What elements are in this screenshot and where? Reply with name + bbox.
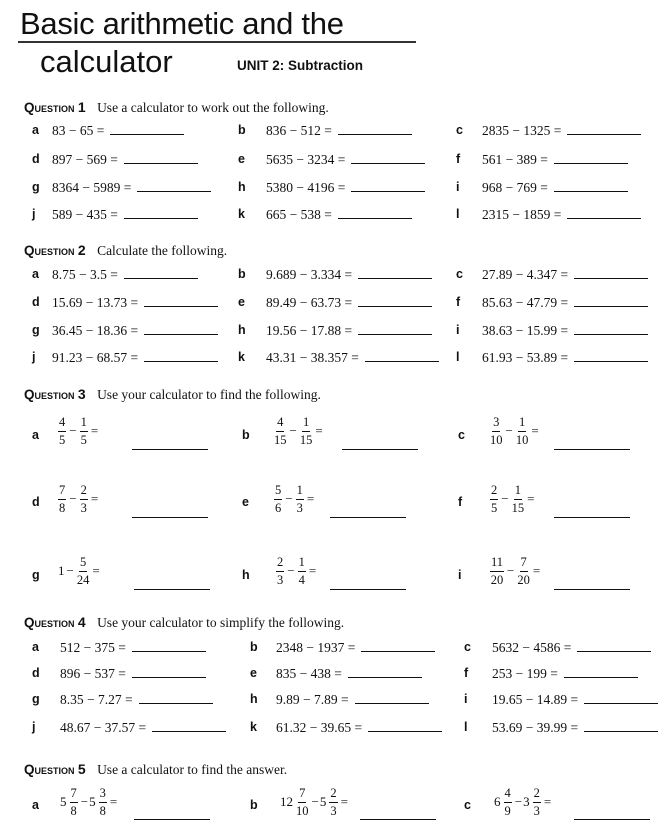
question-instruction: Use your calculator to find the following. <box>97 387 321 402</box>
item-letter: i <box>464 692 468 706</box>
fraction: $\frac{2}{3}$ <box>80 483 87 515</box>
problem-expression: 9.89 − 7.89 = <box>276 691 429 708</box>
answer-blank[interactable] <box>574 818 650 820</box>
item-letter: d <box>32 152 40 166</box>
answer-blank[interactable] <box>124 266 198 279</box>
fraction: $\frac{4}{5}$ <box>59 415 66 447</box>
item-letter: h <box>250 692 258 706</box>
item-letter: i <box>456 180 460 194</box>
answer-blank[interactable] <box>348 665 422 678</box>
item-letter: c <box>464 798 471 812</box>
answer-blank[interactable] <box>144 349 218 362</box>
item-letter: k <box>250 720 257 734</box>
answer-blank[interactable] <box>368 719 442 732</box>
answer-blank[interactable] <box>355 691 429 704</box>
title-underline <box>18 41 416 43</box>
question-word: Question <box>24 387 75 402</box>
question-5-heading <box>24 761 287 778</box>
item-letter: b <box>242 428 250 442</box>
item-letter: g <box>32 180 40 194</box>
mixed-number-expression: 12 $\frac{7}{10}$ − 5 $\frac{2}{3}$ = <box>280 786 348 818</box>
item-letter: j <box>32 350 36 364</box>
fraction-expression: $\frac{11}{20}$ − $\frac{7}{20}$ = <box>490 555 541 587</box>
fraction-expression: $\frac{5}{6}$ − $\frac{1}{3}$ = <box>275 483 315 515</box>
problem-expression: 8.75 − 3.5 = <box>52 266 198 283</box>
problem-expression: 561 − 389 = <box>482 151 628 168</box>
unit-label: UNIT 2: Subtraction <box>237 58 364 73</box>
item-letter: g <box>32 323 40 337</box>
question-word: Question <box>24 100 75 115</box>
fraction-expression: $\frac{4}{15}$ − $\frac{1}{15}$ = <box>274 415 323 447</box>
fraction: $\frac{2}{3}$ <box>277 555 284 587</box>
item-letter: f <box>456 152 461 166</box>
answer-blank[interactable] <box>584 719 658 732</box>
item-letter: d <box>32 666 40 680</box>
item-letter: l <box>456 207 460 221</box>
item-letter: b <box>238 267 246 281</box>
item-letter: g <box>32 568 40 582</box>
problem-expression: 61.32 − 39.65 = <box>276 719 442 736</box>
item-letter: i <box>458 568 462 582</box>
answer-blank[interactable] <box>365 349 439 362</box>
problem-expression: 253 − 199 = <box>492 665 638 682</box>
fraction: $\frac{4}{15}$ <box>274 415 287 447</box>
mixed-number-expression: 6 $\frac{4}{9}$ − 3 $\frac{2}{3}$ = <box>494 786 552 818</box>
answer-blank[interactable] <box>574 266 648 279</box>
problem-expression: 91.23 − 68.57 = <box>52 349 218 366</box>
problem-expression: 43.31 − 38.357 = <box>266 349 439 366</box>
problem-expression: 8.35 − 7.27 = <box>60 691 213 708</box>
answer-blank[interactable] <box>554 151 628 164</box>
worksheet-title-line2: calculator <box>40 44 173 79</box>
answer-blank[interactable] <box>137 179 211 192</box>
fraction: $\frac{4}{9}$ <box>504 786 511 818</box>
answer-blank[interactable] <box>554 516 630 518</box>
problem-expression: 85.63 − 47.79 = <box>482 294 648 311</box>
question-word: Question <box>24 762 75 777</box>
answer-blank[interactable] <box>124 151 198 164</box>
item-letter: a <box>32 123 39 137</box>
fraction: $\frac{7}{10}$ <box>296 786 309 818</box>
question-number: 4 <box>77 614 86 630</box>
problem-expression: 36.45 − 18.36 = <box>52 322 218 339</box>
item-letter: e <box>238 152 245 166</box>
item-letter: g <box>32 692 40 706</box>
fraction: $\frac{2}{3}$ <box>330 786 337 818</box>
answer-blank[interactable] <box>567 122 641 135</box>
fraction: $\frac{1}{10}$ <box>515 415 529 447</box>
answer-blank[interactable] <box>351 179 425 192</box>
fraction: $\frac{1}{15}$ <box>511 483 525 515</box>
question-4-heading <box>24 614 344 631</box>
fraction-expression: $\frac{4}{5}$ − $\frac{1}{5}$ = <box>59 415 99 447</box>
question-word: Question <box>24 615 75 630</box>
problem-expression: 19.56 − 17.88 = <box>266 322 432 339</box>
item-letter: d <box>32 495 40 509</box>
fraction: $\frac{2}{3}$ <box>533 786 540 818</box>
fraction-expression: 1 − $\frac{5}{24}$ = <box>58 555 100 587</box>
fraction: $\frac{7}{20}$ <box>517 555 530 587</box>
item-letter: a <box>32 640 39 654</box>
answer-blank[interactable] <box>361 639 435 652</box>
item-letter: a <box>32 267 39 281</box>
question-number: 1 <box>77 99 86 115</box>
question-instruction: Use a calculator to find the answer. <box>97 762 288 777</box>
item-letter: f <box>456 295 461 309</box>
item-letter: b <box>250 798 258 812</box>
answer-blank[interactable] <box>144 322 218 335</box>
fraction: $\frac{1}{5}$ <box>80 415 87 447</box>
item-letter: f <box>458 495 463 509</box>
item-letter: e <box>250 666 257 680</box>
problem-expression: 61.93 − 53.89 = <box>482 349 648 366</box>
fraction: $\frac{1}{15}$ <box>299 415 313 447</box>
answer-blank[interactable] <box>584 691 658 704</box>
problem-expression: 53.69 − 39.99 = <box>492 719 658 736</box>
problem-expression: 38.63 − 15.99 = <box>482 322 648 339</box>
problem-expression: 2348 − 1937 = <box>276 639 435 656</box>
problem-expression: 8364 − 5989 = <box>52 179 211 196</box>
item-letter: f <box>464 666 469 680</box>
item-letter: k <box>238 207 245 221</box>
answer-blank[interactable] <box>338 122 412 135</box>
problem-expression: 589 − 435 = <box>52 206 198 223</box>
problem-expression: 89.49 − 63.73 = <box>266 294 432 311</box>
mixed-number-expression: 5 $\frac{7}{8}$ − 5 $\frac{3}{8}$ = <box>60 786 118 818</box>
problem-expression: 968 − 769 = <box>482 179 628 196</box>
fraction-expression: $\frac{7}{8}$ − $\frac{2}{3}$ = <box>59 483 99 515</box>
item-letter: a <box>32 798 39 812</box>
problem-expression: 48.67 − 37.57 = <box>60 719 226 736</box>
item-letter: b <box>238 123 246 137</box>
item-letter: b <box>250 640 258 654</box>
answer-blank[interactable] <box>342 448 418 450</box>
answer-blank[interactable] <box>574 349 648 362</box>
answer-blank[interactable] <box>351 151 425 164</box>
question-number: 5 <box>77 761 86 777</box>
fraction: $\frac{3}{8}$ <box>99 786 106 818</box>
answer-blank[interactable] <box>358 266 432 279</box>
question-instruction: Use a calculator to work out the following. <box>97 100 329 115</box>
question-instruction: Use your calculator to simplify the following. <box>97 615 345 630</box>
answer-blank[interactable] <box>554 448 630 450</box>
fraction-expression: $\frac{2}{5}$ − $\frac{1}{15}$ = <box>491 483 535 515</box>
question-2-heading <box>24 242 227 259</box>
answer-blank[interactable] <box>577 639 651 652</box>
question-word: Question <box>24 243 75 258</box>
item-letter: j <box>32 207 36 221</box>
question-1-heading <box>24 99 329 116</box>
fraction: $\frac{7}{8}$ <box>70 786 77 818</box>
fraction: $\frac{1}{3}$ <box>296 483 303 515</box>
problem-expression: 27.89 − 4.347 = <box>482 266 648 283</box>
item-letter: j <box>32 720 36 734</box>
item-letter: e <box>238 295 245 309</box>
item-letter: e <box>242 495 249 509</box>
answer-blank[interactable] <box>330 588 406 590</box>
answer-blank[interactable] <box>358 294 432 307</box>
fraction: $\frac{5}{6}$ <box>275 483 282 515</box>
answer-blank[interactable] <box>139 691 213 704</box>
answer-blank[interactable] <box>152 719 226 732</box>
problem-expression: 896 − 537 = <box>60 665 206 682</box>
question-3-heading <box>24 386 321 403</box>
fraction: $\frac{5}{24}$ <box>76 555 90 587</box>
problem-expression: 2315 − 1859 = <box>482 206 641 223</box>
answer-blank[interactable] <box>360 818 436 820</box>
worksheet-title-line1: Basic arithmetic and the <box>20 6 344 41</box>
item-letter: c <box>456 267 463 281</box>
answer-blank[interactable] <box>134 588 210 590</box>
item-letter: c <box>464 640 471 654</box>
answer-blank[interactable] <box>574 294 648 307</box>
item-letter: c <box>458 428 465 442</box>
answer-blank[interactable] <box>110 122 184 135</box>
problem-expression: 15.69 − 13.73 = <box>52 294 218 311</box>
item-letter: l <box>456 350 460 364</box>
problem-expression: 2835 − 1325 = <box>482 122 641 139</box>
item-letter: l <box>464 720 468 734</box>
question-number: 2 <box>77 242 86 258</box>
problem-expression: 897 − 569 = <box>52 151 198 168</box>
item-letter: c <box>456 123 463 137</box>
answer-blank[interactable] <box>567 206 641 219</box>
problem-expression: 5635 − 3234 = <box>266 151 425 168</box>
answer-blank[interactable] <box>358 322 432 335</box>
answer-blank[interactable] <box>574 322 648 335</box>
item-letter: a <box>32 428 39 442</box>
fraction-expression: $\frac{2}{3}$ − $\frac{1}{4}$ = <box>277 555 317 587</box>
fraction: $\frac{3}{10}$ <box>490 415 503 447</box>
answer-blank[interactable] <box>132 639 206 652</box>
problem-expression: 19.65 − 14.89 = <box>492 691 658 708</box>
item-letter: d <box>32 295 40 309</box>
answer-blank[interactable] <box>144 294 218 307</box>
item-letter: k <box>238 350 245 364</box>
item-letter: i <box>456 323 460 337</box>
answer-blank[interactable] <box>564 665 638 678</box>
fraction: $\frac{11}{20}$ <box>490 555 504 587</box>
problem-expression: 512 − 375 = <box>60 639 206 656</box>
item-letter: h <box>242 568 250 582</box>
answer-blank[interactable] <box>132 448 208 450</box>
fraction-expression: $\frac{3}{10}$ − $\frac{1}{10}$ = <box>490 415 539 447</box>
question-number: 3 <box>77 386 86 402</box>
answer-blank[interactable] <box>124 206 198 219</box>
problem-expression: 5632 − 4586 = <box>492 639 651 656</box>
problem-expression: 665 − 538 = <box>266 206 412 223</box>
problem-expression: 9.689 − 3.334 = <box>266 266 432 283</box>
problem-expression: 835 − 438 = <box>276 665 422 682</box>
answer-blank[interactable] <box>554 179 628 192</box>
fraction: $\frac{7}{8}$ <box>59 483 66 515</box>
answer-blank[interactable] <box>134 818 210 820</box>
answer-blank[interactable] <box>338 206 412 219</box>
item-letter: h <box>238 180 246 194</box>
answer-blank[interactable] <box>132 516 208 518</box>
problem-expression: 5380 − 4196 = <box>266 179 425 196</box>
answer-blank[interactable] <box>554 588 630 590</box>
answer-blank[interactable] <box>330 516 406 518</box>
question-instruction: Calculate the following. <box>97 243 228 258</box>
problem-expression: 83 − 65 = <box>52 122 184 139</box>
fraction: $\frac{2}{5}$ <box>491 483 498 515</box>
item-letter: h <box>238 323 246 337</box>
fraction: $\frac{1}{4}$ <box>298 555 305 587</box>
answer-blank[interactable] <box>132 665 206 678</box>
problem-expression: 836 − 512 = <box>266 122 412 139</box>
